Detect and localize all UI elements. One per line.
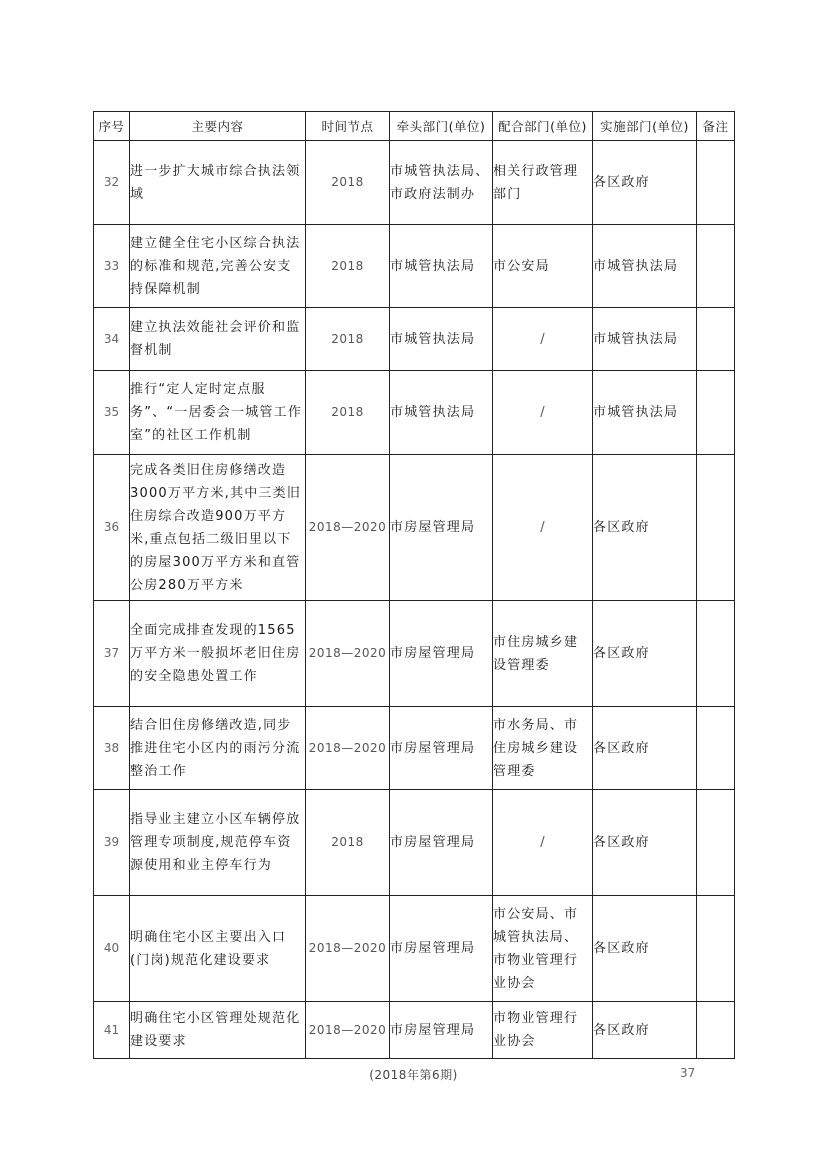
row-note <box>697 308 735 371</box>
row-content: 建立健全住宅小区综合执法的标准和规范,完善公安支持保障机制 <box>130 225 306 308</box>
row-implement-dept: 市城管执法局 <box>593 225 697 308</box>
row-lead-dept: 市城管执法局 <box>390 308 493 371</box>
row-implement-dept: 市城管执法局 <box>593 371 697 455</box>
row-time: 2018 <box>306 141 390 225</box>
row-content: 完成各类旧住房修缮改造3000万平方米,其中三类旧住房综合改造900万平方米,重点包括二级旧里以下的房屋300万平方米和直管公房280万平方米 <box>130 455 306 601</box>
row-implement-dept: 各区政府 <box>593 790 697 896</box>
row-index: 32 <box>94 141 130 225</box>
header-content: 主要内容 <box>130 112 306 141</box>
row-time: 2018—2020 <box>306 601 390 707</box>
row-content: 明确住宅小区管理处规范化建设要求 <box>130 1002 306 1059</box>
row-time: 2018—2020 <box>306 896 390 1002</box>
table-row <box>94 141 735 225</box>
row-lead-dept: 市房屋管理局 <box>390 790 493 896</box>
row-note <box>697 1002 735 1059</box>
table-row <box>94 455 735 601</box>
row-time: 2018 <box>306 371 390 455</box>
row-time: 2018—2020 <box>306 1002 390 1059</box>
row-note <box>697 896 735 1002</box>
row-content: 推行“定人定时定点服务”、“一居委会一城管工作室”的社区工作机制 <box>130 371 306 455</box>
table-row <box>94 371 735 455</box>
row-content: 结合旧住房修缮改造,同步推进住宅小区内的雨污分流整治工作 <box>130 707 306 790</box>
issue-label: (2018年第6期) <box>369 1068 458 1082</box>
row-note <box>697 225 735 308</box>
row-lead-dept: 市房屋管理局 <box>390 455 493 601</box>
row-cooperate-dept: 市水务局、市住房城乡建设管理委 <box>493 707 593 790</box>
table-row <box>94 707 735 790</box>
row-time: 2018—2020 <box>306 455 390 601</box>
row-cooperate-dept: 市住房城乡建设管理委 <box>493 601 593 707</box>
table-row <box>94 225 735 308</box>
row-cooperate-dept: 市公安局 <box>493 225 593 308</box>
row-time: 2018—2020 <box>306 707 390 790</box>
row-lead-dept: 市城管执法局 <box>390 225 493 308</box>
header-time: 时间节点 <box>306 112 390 141</box>
row-implement-dept: 各区政府 <box>593 455 697 601</box>
row-index: 41 <box>94 1002 130 1059</box>
row-implement-dept: 各区政府 <box>593 601 697 707</box>
header-implement-dept: 实施部门(单位) <box>593 112 697 141</box>
row-note <box>697 601 735 707</box>
row-cooperate-dept: 相关行政管理部门 <box>493 141 593 225</box>
row-note <box>697 371 735 455</box>
row-implement-dept: 各区政府 <box>593 896 697 1002</box>
row-time: 2018 <box>306 308 390 371</box>
row-cooperate-dept: / <box>493 790 593 896</box>
row-implement-dept: 各区政府 <box>593 141 697 225</box>
row-implement-dept: 各区政府 <box>593 707 697 790</box>
row-cooperate-dept: / <box>493 308 593 371</box>
row-lead-dept: 市房屋管理局 <box>390 601 493 707</box>
header-index: 序号 <box>94 112 130 141</box>
table-row <box>94 896 735 1002</box>
table-header-row <box>94 112 735 141</box>
row-content: 建立执法效能社会评价和监督机制 <box>130 308 306 371</box>
row-index: 37 <box>94 601 130 707</box>
row-index: 38 <box>94 707 130 790</box>
row-implement-dept: 各区政府 <box>593 1002 697 1059</box>
row-note <box>697 790 735 896</box>
table-row <box>94 601 735 707</box>
row-note <box>697 455 735 601</box>
header-lead-dept: 牵头部门(单位) <box>390 112 493 141</box>
row-lead-dept: 市房屋管理局 <box>390 896 493 1002</box>
table-row <box>94 790 735 896</box>
row-time: 2018 <box>306 790 390 896</box>
table-row <box>94 1002 735 1059</box>
row-cooperate-dept: 市公安局、市城管执法局、市物业管理行业协会 <box>493 896 593 1002</box>
row-cooperate-dept: / <box>493 371 593 455</box>
row-index: 35 <box>94 371 130 455</box>
header-note: 备注 <box>697 112 735 141</box>
table-row <box>94 308 735 371</box>
row-index: 33 <box>94 225 130 308</box>
row-index: 34 <box>94 308 130 371</box>
row-time: 2018 <box>306 225 390 308</box>
header-cooperate-dept: 配合部门(单位) <box>493 112 593 141</box>
row-cooperate-dept: 市物业管理行业协会 <box>493 1002 593 1059</box>
row-note <box>697 707 735 790</box>
row-lead-dept: 市房屋管理局 <box>390 1002 493 1059</box>
row-content: 进一步扩大城市综合执法领域 <box>130 141 306 225</box>
page-number: 37 <box>680 1066 696 1080</box>
row-content: 指导业主建立小区车辆停放管理专项制度,规范停车资源使用和业主停车行为 <box>130 790 306 896</box>
row-index: 40 <box>94 896 130 1002</box>
row-implement-dept: 市城管执法局 <box>593 308 697 371</box>
task-table <box>93 111 735 1059</box>
row-note <box>697 141 735 225</box>
row-cooperate-dept: / <box>493 455 593 601</box>
row-content: 明确住宅小区主要出入口(门岗)规范化建设要求 <box>130 896 306 1002</box>
row-lead-dept: 市城管执法局、市政府法制办 <box>390 141 493 225</box>
row-index: 39 <box>94 790 130 896</box>
row-lead-dept: 市房屋管理局 <box>390 707 493 790</box>
row-index: 36 <box>94 455 130 601</box>
row-content: 全面完成排查发现的1565万平方米一般损坏老旧住房的安全隐患处置工作 <box>130 601 306 707</box>
row-lead-dept: 市城管执法局 <box>390 371 493 455</box>
